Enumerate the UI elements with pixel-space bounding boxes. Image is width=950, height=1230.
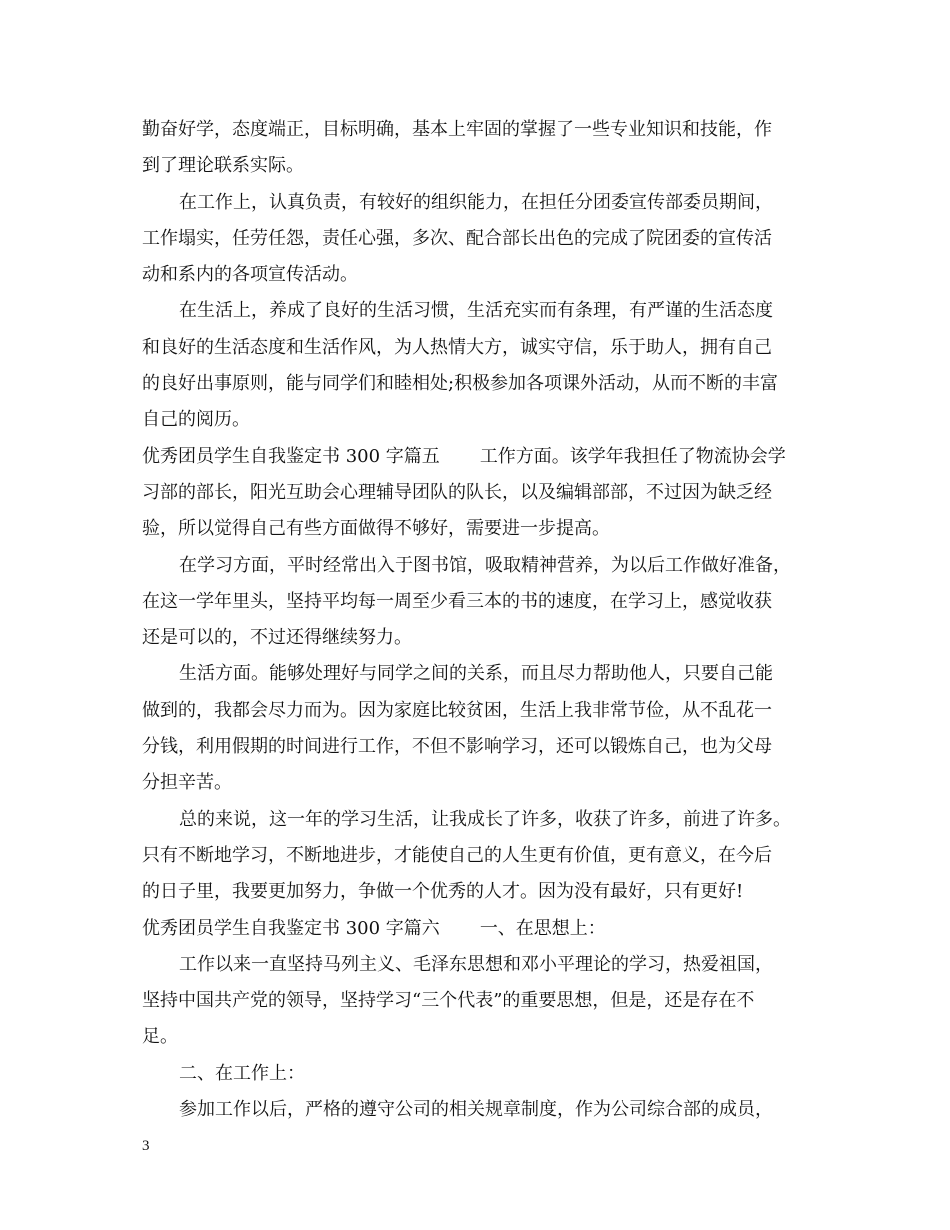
paragraph-line: 自己的阅历。 — [142, 409, 250, 431]
paragraph-line: 工作塌实，任劳任怨，责任心强，多次、配合部长出色的完成了院团委的宣传活 — [142, 227, 772, 249]
section-heading-line — [142, 911, 822, 947]
paragraph-line: 勤奋好学，态度端正，目标明确，基本上牢固的掌握了一些专业知识和技能，作 — [142, 119, 772, 140]
paragraph-line: 生活方面。能够处理好与同学之间的关系，而且尽力帮助他人，只要自己能 — [179, 663, 773, 685]
section-heading-line — [142, 439, 822, 475]
paragraph-line: 还是可以的，不过还得继续努力。 — [142, 627, 412, 649]
paragraph-line: 分担辛苦。 — [142, 772, 232, 794]
page-number: 3 — [142, 1138, 150, 1154]
paragraph-line: 在这一学年里头，坚持平均每一周至少看三本的书的速度，在学习上，感觉收获 — [142, 590, 772, 612]
paragraph-line: 足。 — [142, 1026, 178, 1048]
paragraph-line: 在学习方面，平时经常出入于图书馆，吸取精神营养，为以后工作做好准备， — [179, 554, 791, 576]
section-heading: 优秀团员学生自我鉴定书 300 字篇六 — [142, 917, 440, 939]
paragraph-line: 习部的部长，阳光互助会心理辅导团队的队长，以及编辑部部，不过因为缺乏经 — [142, 481, 772, 503]
paragraph-line: 验，所以觉得自己有些方面做得不够好，需要进一步提高。 — [142, 518, 610, 540]
paragraph-text: 一、在思想上： — [479, 917, 606, 939]
paragraph-line: 的日子里，我要更加努力，争做一个优秀的人才。因为没有最好，只有更好! — [142, 881, 744, 903]
paragraph-line: 在生活上，养成了良好的生活习惯，生活充实而有条理，有严谨的生活态度 — [179, 300, 773, 322]
paragraph-line: 做到的，我都会尽力而为。因为家庭比较贫困，生活上我非常节俭，从不乱花一 — [142, 699, 772, 721]
paragraph-line: 只有不断地学习，不断地进步，才能使自己的人生更有价值，更有意义，在今后 — [142, 844, 772, 866]
subsection-heading: 二、在工作上： — [179, 1062, 305, 1084]
paragraph-line: 到了理论联系实际。 — [142, 155, 304, 177]
paragraph-line: 动和系内的各项宣传活动。 — [142, 264, 358, 286]
paragraph-line: 坚持中国共产党的领导，坚持学习“三个代表”的重要思想，但是，还是存在不 — [142, 990, 755, 1012]
paragraph-line: 分钱，利用假期的时间进行工作，不但不影响学习，还可以锻炼自己，也为父母 — [142, 736, 772, 758]
paragraph-line: 总的来说，这一年的学习生活，让我成长了许多，收获了许多，前进了许多。 — [179, 808, 791, 830]
paragraph-text: 工作方面。该学年我担任了物流协会学 — [479, 445, 786, 467]
paragraph-line: 和良好的生活态度和生活作风，为人热情大方，诚实守信，乐于助人，拥有自己 — [142, 336, 772, 358]
paragraph-line: 在工作上，认真负责，有较好的组织能力，在担任分团委宣传部委员期间， — [179, 191, 773, 213]
section-heading: 优秀团员学生自我鉴定书 300 字篇五 — [142, 445, 440, 467]
paragraph-line: 参加工作以后，严格的遵守公司的相关规章制度，作为公司综合部的成员， — [179, 1099, 773, 1121]
paragraph-line: 的良好出事原则，能与同学们和睦相处;积极参加各项课外活动，从而不断的丰富 — [142, 373, 779, 395]
paragraph-line: 工作以来一直坚持马列主义、毛泽东思想和邓小平理论的学习，热爱祖国， — [179, 953, 773, 975]
document-body — [142, 112, 822, 1128]
